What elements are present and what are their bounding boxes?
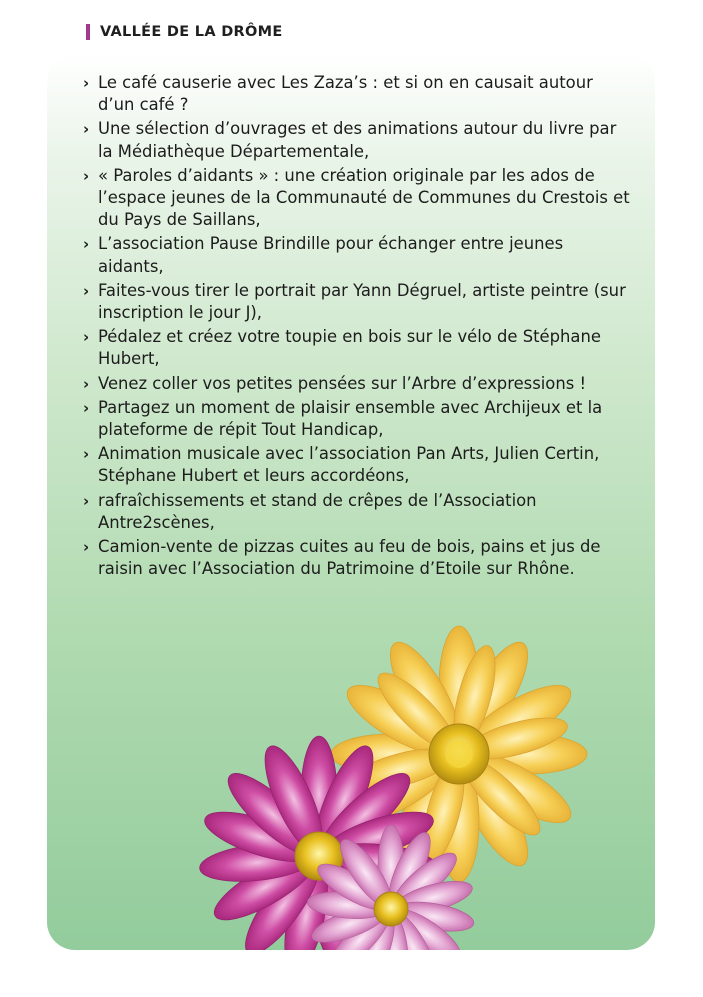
bullet-chevron-icon: › [83,491,90,510]
list-item [83,326,633,370]
list-item [83,490,633,534]
bullet-chevron-icon: › [83,538,90,557]
list-item-text: Venez coller vos petites pensées sur l’Arbre d’expressions ! [98,373,587,393]
list-item-text: « Paroles d’aidants » : une création originale par les ados de l’espace jeunes de la Communauté de Communes du Crestois et du Pays de Saillans, [98,165,630,230]
list-item [83,118,633,162]
list-item [83,233,633,277]
list-item [83,280,633,324]
list-item [83,397,633,441]
list-item [83,536,633,580]
list-item-text: L’association Pause Brindille pour échanger entre jeunes aidants, [98,234,564,276]
section-header [86,22,283,42]
flower-illustration [197,614,597,950]
list-item [83,443,633,487]
bullet-chevron-icon: › [83,398,90,417]
list-item [83,373,633,395]
section-title: VALLÉE DE LA DRÔME [100,24,283,40]
list-item [83,72,633,116]
list-item-text: Le café causerie avec Les Zaza’s : et si on en causait autour d’un café ? [98,73,593,115]
list-item-text: Faites-vous tirer le portrait par Yann Dégruel, artiste peintre (sur inscription le jour J), [98,280,626,323]
list-item-text: Pédalez et créez votre toupie en bois sur le vélo de Stéphane Hubert, [98,327,601,369]
bullet-chevron-icon: › [83,74,90,92]
list-item-text: Animation musicale avec l’association Pan Arts, Julien Certin, Stéphane Hubert et leurs accordéons, [98,444,600,486]
bullet-chevron-icon: › [83,374,90,393]
list-item-text: Une sélection d’ouvrages et des animations autour du livre par la Médiathèque Départementale, [98,119,617,161]
bullet-chevron-icon: › [83,281,90,300]
bullet-chevron-icon: › [83,166,90,185]
bullet-chevron-icon: › [83,235,90,254]
bullet-chevron-icon: › [83,445,90,464]
list-item-text: Partagez un moment de plaisir ensemble avec Archijeux et la plateforme de répit Tout Handicap, [98,397,603,440]
bullet-chevron-icon: › [83,328,90,347]
events-card [47,54,655,950]
list-item [83,165,633,232]
list-item-text: Camion-vente de pizzas cuites au feu de bois, pains et jus de raisin avec l’Association du Patrimoine d’Etoile sur Rhône. [98,537,601,579]
list-item-text: rafraîchissements et stand de crêpes de l’Association Antre2scènes, [98,490,537,532]
activities-list [83,72,633,582]
bullet-chevron-icon: › [83,120,90,139]
header-accent-bar [86,24,90,40]
